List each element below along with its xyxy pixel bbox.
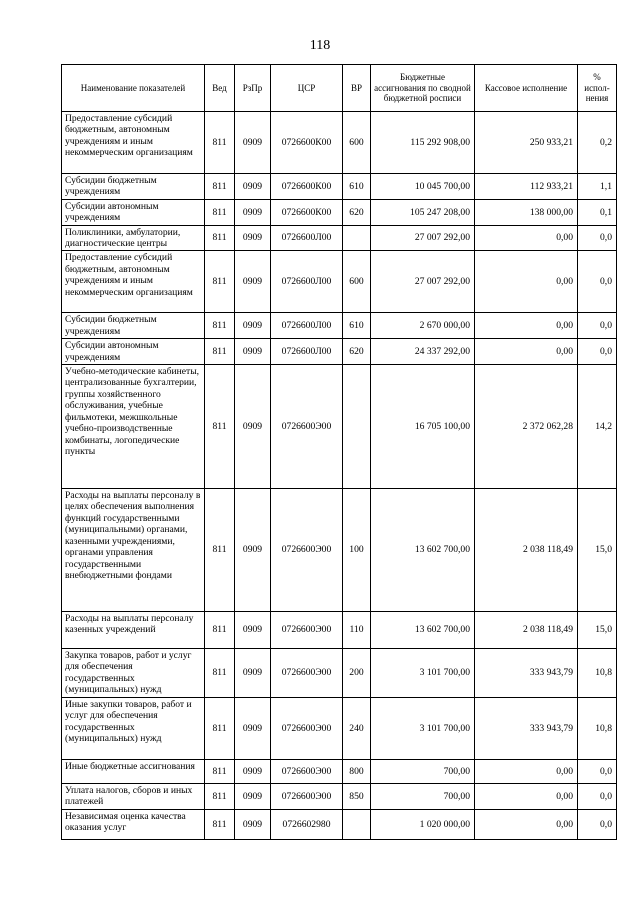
header-budget: Бюджетные ассигнования по сводной бюджетной росписи <box>371 65 475 112</box>
table-body <box>62 112 617 840</box>
row-vr: 240 <box>343 698 371 760</box>
table-row <box>62 225 617 251</box>
row-cash: 2 038 118,49 <box>475 489 578 612</box>
row-percent: 0,0 <box>578 339 617 365</box>
table-row <box>62 112 617 174</box>
row-name: Предоставление субсидий бюджетным, автономным учреждениям и иным некоммерческим организациям <box>62 112 205 174</box>
row-cash: 138 000,00 <box>475 199 578 225</box>
row-rzpr: 0909 <box>235 698 271 760</box>
row-csr: 0726600Э00 <box>271 784 343 810</box>
row-vr: 610 <box>343 313 371 339</box>
row-csr: 0726600Э00 <box>271 649 343 698</box>
row-budget: 3 101 700,00 <box>371 698 475 760</box>
row-percent: 0,0 <box>578 313 617 339</box>
row-vr: 620 <box>343 339 371 365</box>
row-csr: 0726600Э00 <box>271 612 343 649</box>
row-budget: 1 020 000,00 <box>371 809 475 839</box>
row-vr: 600 <box>343 112 371 174</box>
row-rzpr: 0909 <box>235 174 271 200</box>
row-name: Расходы на выплаты персоналу казенных учреждений <box>62 612 205 649</box>
table-row <box>62 251 617 313</box>
header-vr: ВР <box>343 65 371 112</box>
table-row <box>62 199 617 225</box>
budget-execution-table <box>61 64 617 840</box>
table-row <box>62 174 617 200</box>
row-budget: 27 007 292,00 <box>371 225 475 251</box>
row-percent: 14,2 <box>578 365 617 489</box>
row-rzpr: 0909 <box>235 339 271 365</box>
row-budget: 2 670 000,00 <box>371 313 475 339</box>
table-row <box>62 365 617 489</box>
row-vr: 200 <box>343 649 371 698</box>
header-csr: ЦСР <box>271 65 343 112</box>
row-rzpr: 0909 <box>235 199 271 225</box>
row-ved: 811 <box>205 251 235 313</box>
row-budget: 10 045 700,00 <box>371 174 475 200</box>
header-cash: Кассовое исполнение <box>475 65 578 112</box>
row-cash: 0,00 <box>475 251 578 313</box>
table-row <box>62 612 617 649</box>
row-vr <box>343 365 371 489</box>
row-ved: 811 <box>205 313 235 339</box>
row-budget: 16 705 100,00 <box>371 365 475 489</box>
table-row <box>62 649 617 698</box>
page-number: 118 <box>309 38 331 53</box>
row-name: Субсидии бюджетным учреждениям <box>62 313 205 339</box>
row-csr: 0726600Л00 <box>271 313 343 339</box>
row-name: Иные закупки товаров, работ и услуг для обеспечения государственных (муниципальных) нужд <box>62 698 205 760</box>
row-rzpr: 0909 <box>235 809 271 839</box>
row-vr <box>343 225 371 251</box>
row-percent: 0,1 <box>578 199 617 225</box>
table-row <box>62 784 617 810</box>
row-name: Учебно-методические кабинеты, централизованные бухгалтерии, группы хозяйственного обслуживания, учебные фильмотеки, межшкольные учебно-производственные комбинаты, логопедические пункты <box>62 365 205 489</box>
row-cash: 2 372 062,28 <box>475 365 578 489</box>
row-rzpr: 0909 <box>235 112 271 174</box>
row-percent: 10,8 <box>578 649 617 698</box>
row-name: Поликлиники, амбулатории, диагностические центры <box>62 225 205 251</box>
row-cash: 333 943,79 <box>475 698 578 760</box>
table-row <box>62 489 617 612</box>
row-name: Субсидии бюджетным учреждениям <box>62 174 205 200</box>
row-name: Уплата налогов, сборов и иных платежей <box>62 784 205 810</box>
table-header-row <box>62 65 617 112</box>
row-name: Независимая оценка качества оказания услуг <box>62 809 205 839</box>
row-csr: 0726600К00 <box>271 174 343 200</box>
row-csr: 0726600Л00 <box>271 339 343 365</box>
row-ved: 811 <box>205 365 235 489</box>
row-cash: 0,00 <box>475 784 578 810</box>
row-cash: 0,00 <box>475 225 578 251</box>
row-cash: 0,00 <box>475 339 578 365</box>
row-csr: 0726600Э00 <box>271 760 343 784</box>
row-name: Иные бюджетные ассигнования <box>62 760 205 784</box>
row-cash: 0,00 <box>475 809 578 839</box>
row-budget: 13 602 700,00 <box>371 489 475 612</box>
row-ved: 811 <box>205 760 235 784</box>
row-budget: 3 101 700,00 <box>371 649 475 698</box>
row-percent: 0,0 <box>578 225 617 251</box>
row-csr: 0726602980 <box>271 809 343 839</box>
row-rzpr: 0909 <box>235 649 271 698</box>
row-csr: 0726600Л00 <box>271 225 343 251</box>
row-ved: 811 <box>205 225 235 251</box>
row-ved: 811 <box>205 809 235 839</box>
row-percent: 1,1 <box>578 174 617 200</box>
row-budget: 13 602 700,00 <box>371 612 475 649</box>
row-budget: 105 247 208,00 <box>371 199 475 225</box>
row-cash: 112 933,21 <box>475 174 578 200</box>
row-rzpr: 0909 <box>235 489 271 612</box>
row-percent: 15,0 <box>578 489 617 612</box>
row-percent: 10,8 <box>578 698 617 760</box>
row-vr: 800 <box>343 760 371 784</box>
row-budget: 700,00 <box>371 760 475 784</box>
row-ved: 811 <box>205 698 235 760</box>
row-ved: 811 <box>205 612 235 649</box>
row-ved: 811 <box>205 199 235 225</box>
row-vr: 610 <box>343 174 371 200</box>
row-cash: 250 933,21 <box>475 112 578 174</box>
row-vr: 850 <box>343 784 371 810</box>
row-vr: 110 <box>343 612 371 649</box>
row-vr <box>343 809 371 839</box>
row-csr: 0726600Л00 <box>271 251 343 313</box>
row-csr: 0726600Э00 <box>271 489 343 612</box>
row-rzpr: 0909 <box>235 251 271 313</box>
row-budget: 700,00 <box>371 784 475 810</box>
table-row <box>62 339 617 365</box>
row-name: Расходы на выплаты персоналу в целях обеспечения выполнения функций государственными (муниципальными) органами, казенными учреждениями, органами управления государственными внебюджетными фондами <box>62 489 205 612</box>
row-budget: 115 292 908,00 <box>371 112 475 174</box>
header-name: Наименование показателей <box>62 65 205 112</box>
row-ved: 811 <box>205 339 235 365</box>
row-name: Субсидии автономным учреждениям <box>62 199 205 225</box>
row-cash: 2 038 118,49 <box>475 612 578 649</box>
row-rzpr: 0909 <box>235 225 271 251</box>
header-rzpr: РзПр <box>235 65 271 112</box>
row-percent: 0,0 <box>578 251 617 313</box>
row-percent: 0,0 <box>578 760 617 784</box>
row-percent: 15,0 <box>578 612 617 649</box>
row-name: Субсидии автономным учреждениям <box>62 339 205 365</box>
row-percent: 0,0 <box>578 809 617 839</box>
row-csr: 0726600К00 <box>271 112 343 174</box>
row-csr: 0726600Э00 <box>271 698 343 760</box>
header-ved: Вед <box>205 65 235 112</box>
row-vr: 600 <box>343 251 371 313</box>
row-csr: 0726600Э00 <box>271 365 343 489</box>
row-cash: 0,00 <box>475 313 578 339</box>
row-vr: 620 <box>343 199 371 225</box>
row-name: Закупка товаров, работ и услуг для обеспечения государственных (муниципальных) нужд <box>62 649 205 698</box>
row-ved: 811 <box>205 489 235 612</box>
row-rzpr: 0909 <box>235 760 271 784</box>
row-rzpr: 0909 <box>235 313 271 339</box>
table-row <box>62 809 617 839</box>
row-budget: 27 007 292,00 <box>371 251 475 313</box>
row-percent: 0,0 <box>578 784 617 810</box>
table-row <box>62 698 617 760</box>
row-cash: 0,00 <box>475 760 578 784</box>
row-cash: 333 943,79 <box>475 649 578 698</box>
row-ved: 811 <box>205 174 235 200</box>
row-ved: 811 <box>205 649 235 698</box>
table-row <box>62 760 617 784</box>
row-name: Предоставление субсидий бюджетным, автономным учреждениям и иным некоммерческим организациям <box>62 251 205 313</box>
row-csr: 0726600К00 <box>271 199 343 225</box>
table-row <box>62 313 617 339</box>
row-rzpr: 0909 <box>235 784 271 810</box>
row-percent: 0,2 <box>578 112 617 174</box>
row-vr: 100 <box>343 489 371 612</box>
row-budget: 24 337 292,00 <box>371 339 475 365</box>
row-ved: 811 <box>205 112 235 174</box>
row-rzpr: 0909 <box>235 365 271 489</box>
row-ved: 811 <box>205 784 235 810</box>
header-percent: % испол-нения <box>578 65 617 112</box>
row-rzpr: 0909 <box>235 612 271 649</box>
